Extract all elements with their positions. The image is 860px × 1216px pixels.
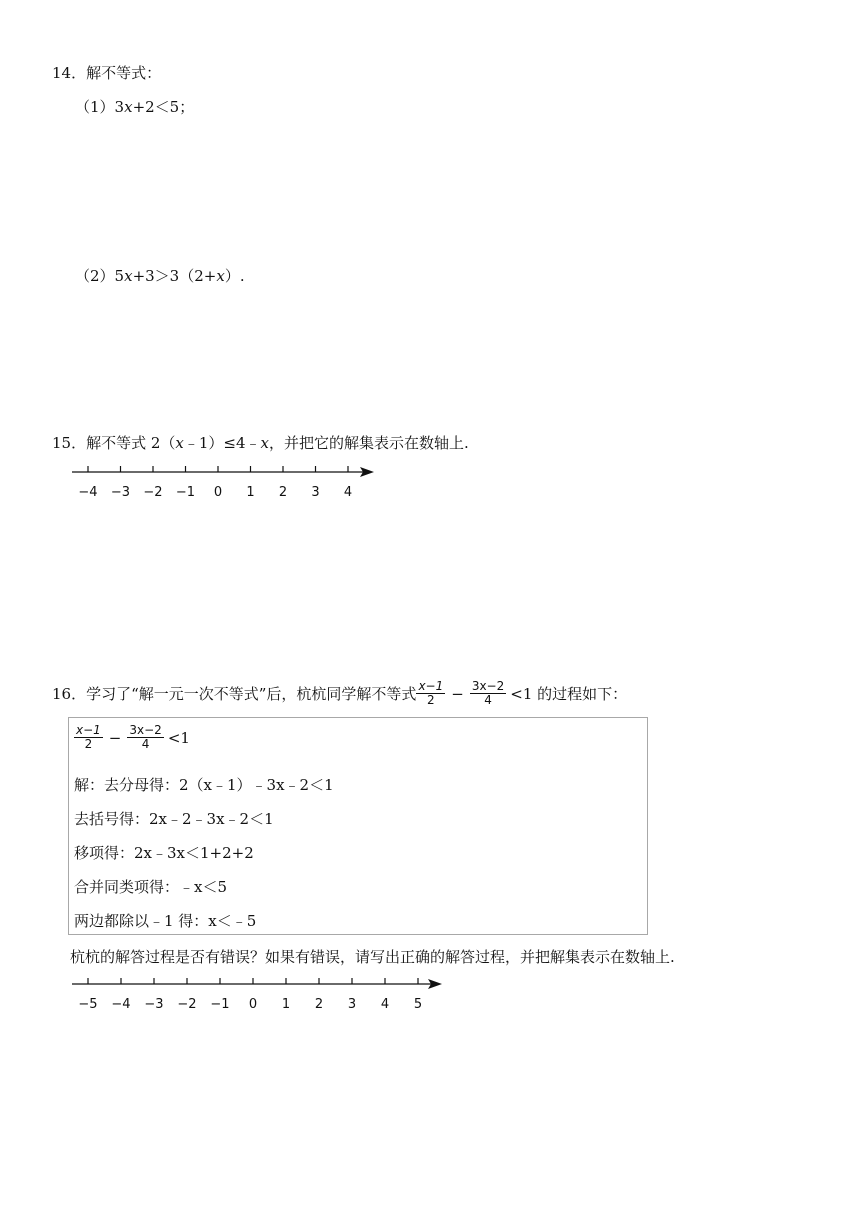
- q16-box-line2: 去括号得：2x﹣2﹣3x﹣2＜1: [74, 810, 274, 828]
- q15-text-a: 15．解不等式 2（: [52, 434, 176, 452]
- q16-question: 杭杭的解答过程是否有错误？如果有错误，请写出正确的解答过程，并把解集表示在数轴上.: [70, 948, 675, 966]
- q16-frac2-num: 3x−2: [471, 679, 505, 693]
- q14-part1-suffix: +2＜5；: [132, 98, 195, 116]
- q15-tick-label: −4: [78, 485, 98, 500]
- q16-box-frac2-num: 3x−2: [129, 723, 162, 737]
- q16-box-line0: [74, 724, 190, 751]
- q15-tick-label: 1: [246, 485, 255, 500]
- q14-part2-var: x: [124, 267, 133, 285]
- q14-part2-prefix: （2）5: [75, 267, 125, 285]
- q16-box-frac1-den: 2: [84, 737, 93, 752]
- q16-tick-label: 2: [314, 997, 324, 1012]
- q16-tick-label: −4: [111, 997, 131, 1012]
- q16-frac1-den: 2: [427, 693, 435, 708]
- q16-fraction-2: [470, 680, 506, 707]
- q16-box-frac2-den: 4: [141, 737, 150, 752]
- q16-box-line5: 两边都除以﹣1 得：x＜﹣5: [74, 912, 257, 930]
- q16-text-b: <1 的过程如下：: [510, 685, 628, 704]
- q14-part2-var2: x: [216, 267, 225, 285]
- q16-frac1-num: x−1: [418, 679, 444, 693]
- q16-minus: −: [451, 684, 464, 703]
- q15-tick-label: 0: [213, 485, 223, 500]
- q16-text-a: 16．学习了“解一元一次不等式”后，杭杭同学解不等式: [52, 685, 417, 704]
- q16-intro: [52, 680, 627, 707]
- q15-tick-label: −1: [175, 485, 196, 500]
- q16-tick-label: −5: [78, 997, 98, 1012]
- q16-tick-label: 1: [281, 997, 291, 1012]
- q14-part1: [75, 96, 194, 117]
- q15-var1: x: [175, 434, 184, 452]
- q16-box-minus: −: [108, 728, 122, 747]
- q15-tick-label: 2: [278, 485, 288, 500]
- q16-box-line3: 移项得：2x﹣3x＜1+2+2: [74, 844, 254, 862]
- q16-box-frac-2: [127, 724, 163, 751]
- q14-part2-suffix: ）.: [224, 267, 245, 285]
- q15-tick-label: −3: [110, 485, 131, 500]
- q16-number-line: [60, 972, 460, 1017]
- q15-tick-label: −2: [143, 485, 163, 500]
- q16-tick-label: 5: [413, 997, 423, 1012]
- q15-text-b: ﹣1）≤4﹣: [183, 434, 261, 452]
- q15-tick-label: 3: [311, 485, 320, 500]
- q16-tick-label: −3: [144, 997, 164, 1012]
- q14-part1-var: x: [124, 98, 133, 116]
- q16-box-line1: 解：去分母得：2（x﹣1）﹣3x﹣2＜1: [74, 776, 334, 794]
- q14-part2: [75, 265, 245, 286]
- q14-part2-mid: +3＞3（2+: [132, 267, 217, 285]
- q16-box-line4: 合并同类项得：﹣x＜5: [74, 878, 228, 896]
- q16-box-tail: <1: [167, 728, 190, 747]
- q16-tick-label: 4: [380, 997, 390, 1012]
- q15-number-line: [60, 460, 390, 505]
- q15-tick-label: 4: [343, 485, 353, 500]
- q15-text-c: ，并把它的解集表示在数轴上.: [269, 434, 469, 452]
- q16-frac2-den: 4: [484, 693, 492, 708]
- q16-tick-label: 0: [248, 997, 258, 1012]
- q16-fraction-1: [416, 680, 445, 707]
- q16-tick-label: −2: [177, 997, 197, 1012]
- q16-tick-label: 3: [347, 997, 357, 1012]
- q16-solution-box: [68, 717, 648, 935]
- q14-title: 14．解不等式：: [52, 64, 162, 82]
- q16-tick-label: −1: [210, 997, 230, 1012]
- q15-text: [52, 432, 469, 453]
- q16-box-frac-1: [74, 724, 103, 751]
- q16-box-frac1-num: x−1: [76, 723, 101, 737]
- q15-var2: x: [260, 434, 269, 452]
- q14-part1-prefix: （1）3: [75, 98, 125, 116]
